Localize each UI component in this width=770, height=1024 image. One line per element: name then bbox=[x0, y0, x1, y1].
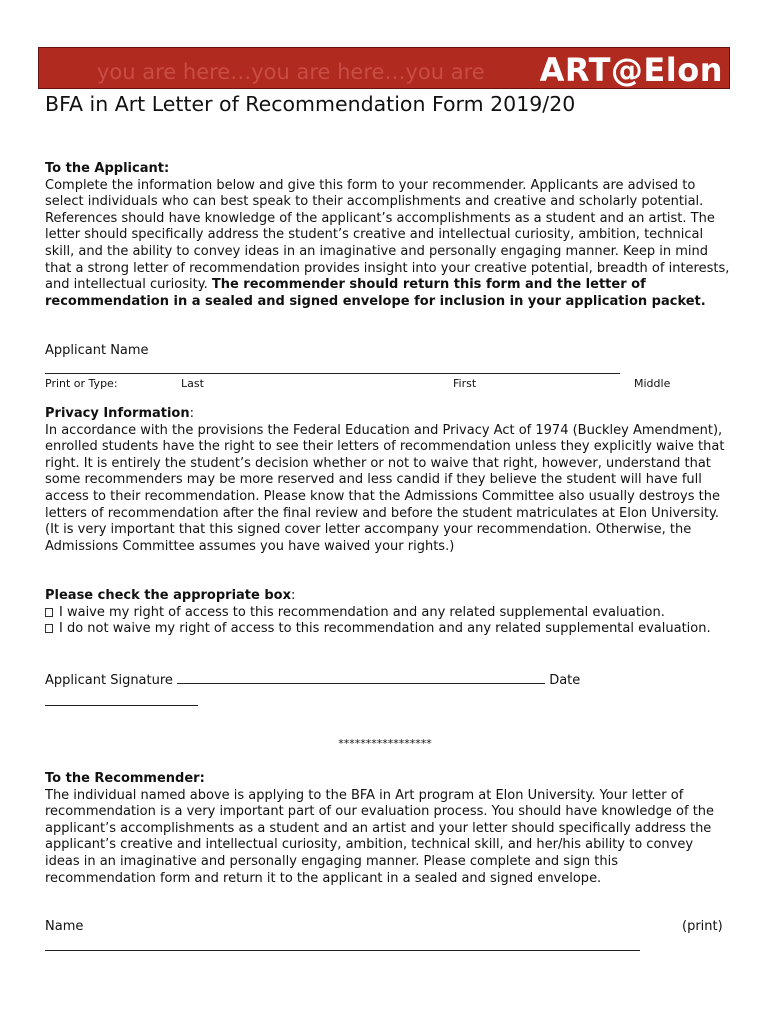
recommender-name-label: Name bbox=[45, 919, 84, 934]
waive-checkbox[interactable] bbox=[45, 608, 53, 617]
applicant-name-label: Applicant Name bbox=[45, 343, 149, 358]
not-waive-checkbox[interactable] bbox=[45, 624, 53, 633]
page-title: BFA in Art Letter of Recommendation Form 2019/20 bbox=[45, 92, 576, 116]
not-waive-option bbox=[45, 621, 730, 638]
signature-row bbox=[45, 671, 580, 688]
section-divider: ***************** bbox=[338, 737, 432, 750]
not-waive-option-label: I do not waive my right of access to this recommendation and any related supplemental evaluation. bbox=[59, 621, 711, 637]
recommender-body: The individual named above is applying to the BFA in Art program at Elon University. Your letter of recommendation is a very important part of our evaluation process. You should have knowledge of the applicant’s accomplishments as a student and an artist and your letter should specifically address the applicant’s creative and intellectual curiosity, ambition, technical skill, and her/his ability to convey ideas in an imaginative and personally engaging manner. Please complete and sign this recommendation form and return it to the applicant in a sealed and signed envelope. bbox=[45, 787, 715, 886]
banner-tagline: you are here…you are here…you are bbox=[97, 60, 485, 84]
art-elon-logo: ART@Elon bbox=[539, 51, 723, 89]
privacy-heading: Privacy Information bbox=[45, 406, 190, 421]
recommender-print-note: (print) bbox=[682, 919, 723, 934]
middle-name-label: Middle bbox=[634, 377, 671, 390]
applicant-heading: To the Applicant: bbox=[45, 161, 170, 176]
privacy-body: In accordance with the provisions the Federal Education and Privacy Act of 1974 (Buckley Amendment), enrolled students have the right to see their letters of recommendation unless they explicitly waive that right. It is entirely the student’s decision whether or not to waive that right, however, understand that some recommenders may be more reserved and less candid if they believe the student will have full access to their recommendation. Please know that the Admissions Committee also usually destroys the letters of recommendation after the final review and before the student matriculates at Elon University. (It is very important that this signed cover letter accompany your recommendation. Otherwise, the Admissions Committee assumes you have waived your rights.) bbox=[45, 422, 725, 554]
header-banner bbox=[38, 47, 730, 89]
applicant-name-field[interactable] bbox=[45, 361, 620, 374]
privacy-section bbox=[45, 406, 730, 555]
applicant-body-bold: The recommender should return this form and the letter of recommendation in a sealed and signed envelope for inclusion in your application packet. bbox=[45, 277, 706, 309]
last-name-label: Last bbox=[181, 377, 204, 390]
checkbox-heading-line: Please check the appropriate box: bbox=[45, 588, 296, 603]
checkbox-heading: Please check the appropriate box bbox=[45, 588, 291, 603]
privacy-heading-line: Privacy Information: bbox=[45, 406, 195, 421]
applicant-instructions bbox=[45, 161, 730, 310]
recommender-name-field[interactable] bbox=[45, 938, 640, 951]
date-field[interactable] bbox=[45, 693, 198, 706]
recommender-section bbox=[45, 771, 730, 887]
signature-label: Applicant Signature bbox=[45, 673, 173, 688]
recommender-heading: To the Recommender: bbox=[45, 771, 205, 786]
first-name-label: First bbox=[453, 377, 477, 390]
print-or-type-label: Print or Type: bbox=[45, 377, 118, 390]
checkbox-section bbox=[45, 588, 730, 638]
applicant-body: Complete the information below and give this form to your recommender. Applicants are advised to select individuals who can best speak to their accomplishments and creative and scholarly potential. References should have knowledge of the applicant’s accomplishments as a student and an artist. The letter should specifically address the student’s creative and intellectual curiosity, ambition, technical skill, and the ability to convey ideas in an imaginative and personally engaging manner. Keep in mind that a strong letter of recommendation provides insight into your creative potential, breadth of interests, and intellectual curiosity. The recommender should return this form and the letter of recommendation in a sealed and signed envelope for inclusion in your application packet. bbox=[45, 177, 730, 309]
waive-option bbox=[45, 605, 730, 622]
signature-field[interactable] bbox=[177, 671, 545, 684]
waive-option-label: I waive my right of access to this recommendation and any related supplemental evaluation. bbox=[59, 604, 665, 620]
date-label: Date bbox=[549, 673, 581, 688]
